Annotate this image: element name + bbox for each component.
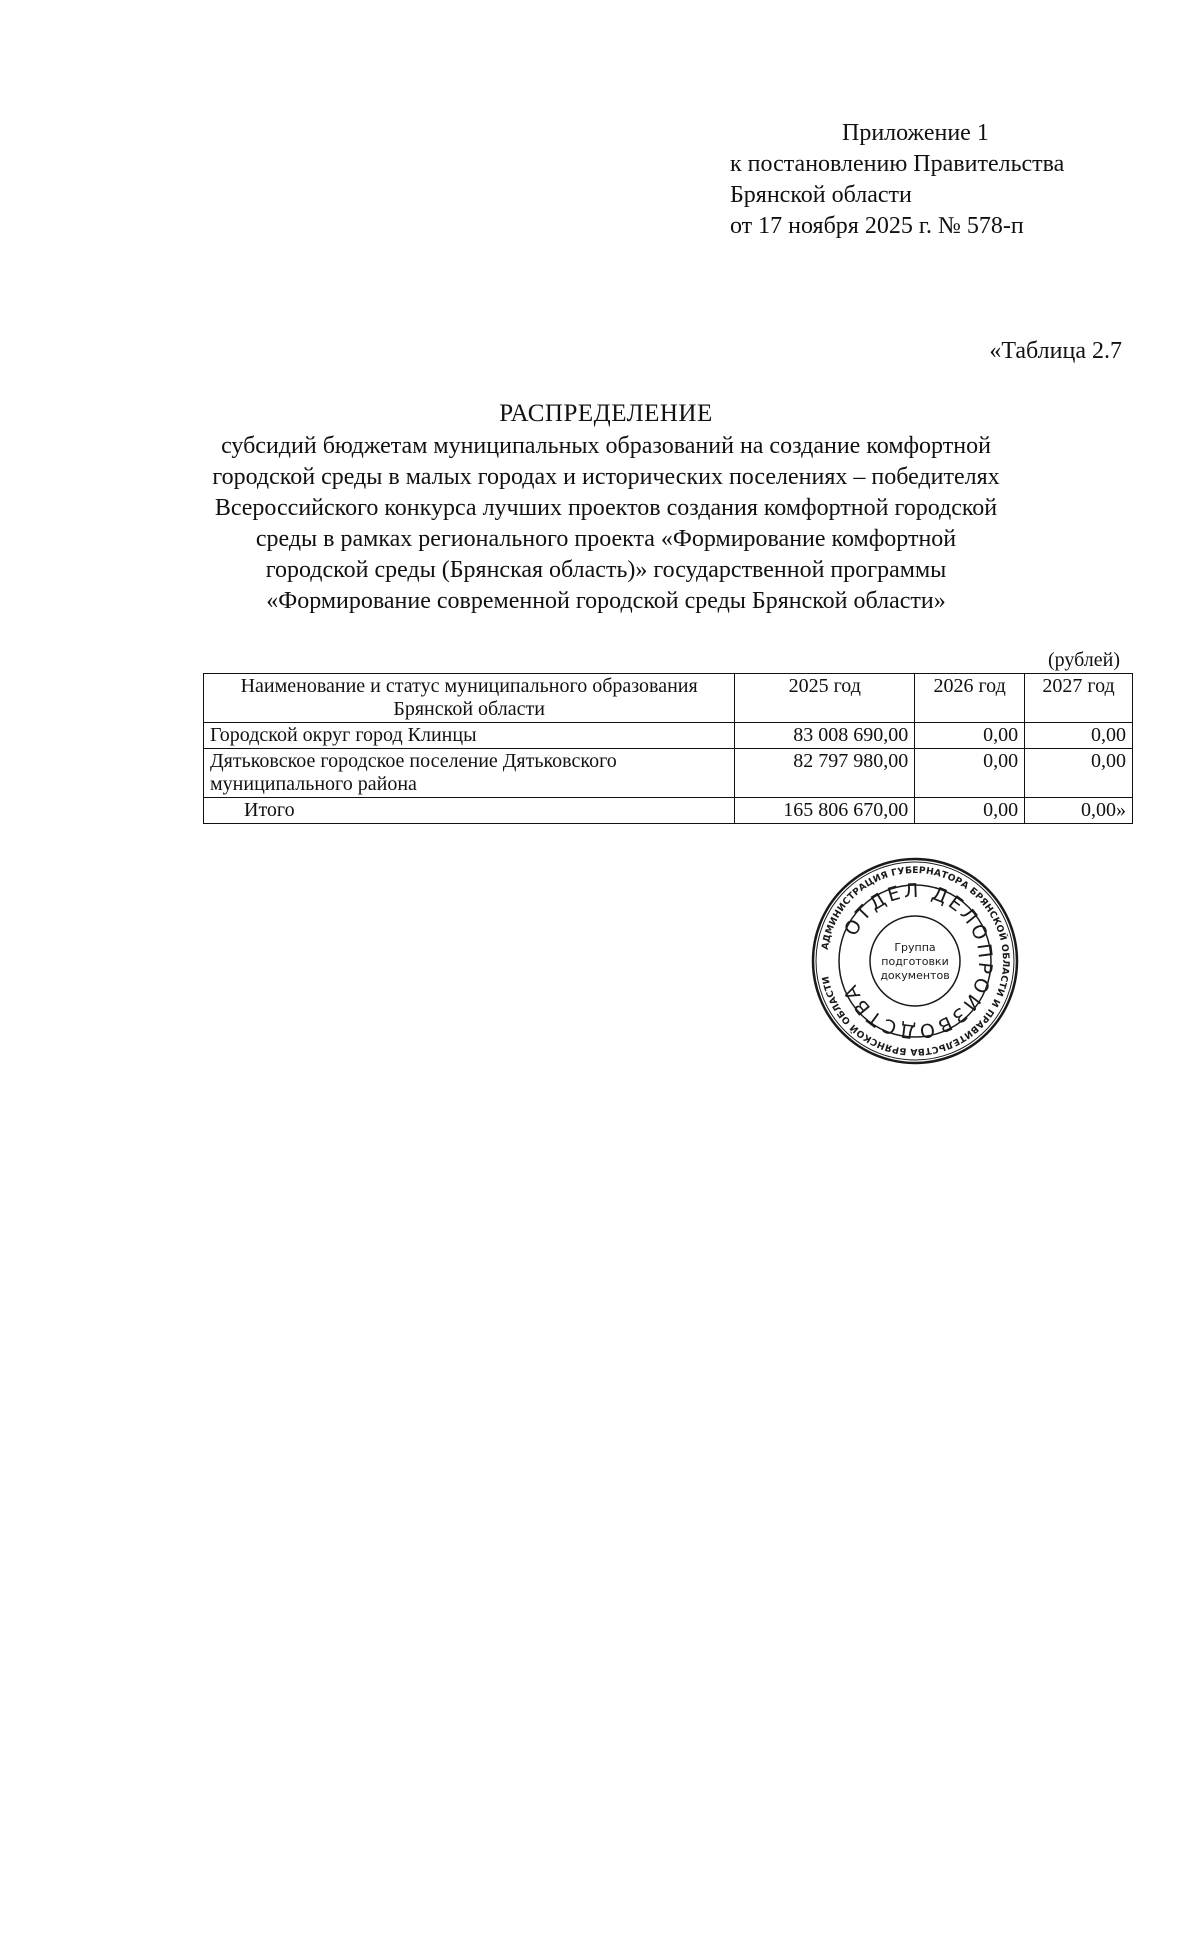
table-total-row (204, 798, 1133, 824)
annex-resolution-ref: к постановлению Правительства (730, 151, 1065, 177)
seal-center-line: документов (880, 969, 950, 982)
title-line: городской среды в малых городах и исторических поселениях – победителях (212, 464, 1000, 490)
annex-number: Приложение 1 (842, 120, 989, 146)
row-2027: 0,00 (1025, 749, 1133, 798)
row-name: Дятьковское городское поселение Дятьковского муниципального района (204, 749, 735, 798)
annex-region: Брянской области (730, 182, 912, 208)
title-line: «Формирование современной городской среды Брянской области» (266, 588, 946, 614)
title-heading: РАСПРЕДЕЛЕНИЕ (499, 400, 713, 427)
row-2025: 83 008 690,00 (735, 723, 915, 749)
seal-ring-text: ОТДЕЛ ДЕЛОПРОИЗВОДСТВА (838, 879, 997, 1043)
seal-outer-text: АДМИНИСТРАЦИЯ ГУБЕРНАТОРА БРЯНСКОЙ ОБЛАСТИ И ПРАВИТЕЛЬСТВА БРЯНСКОЙ ОБЛАСТИ (819, 864, 1012, 1058)
title-line: субсидий бюджетам муниципальных образований на создание комфортной (221, 433, 991, 459)
table-row (204, 723, 1133, 749)
header-2027: 2027 год (1025, 674, 1133, 723)
row-2027: 0,00 (1025, 723, 1133, 749)
seal-center-line: Группа (894, 941, 936, 954)
title-line: Всероссийского конкурса лучших проектов создания комфортной городской (214, 495, 998, 521)
total-label: Итого (204, 798, 735, 824)
seal-center-line: подготовки (881, 955, 949, 968)
header-2026: 2026 год (915, 674, 1025, 723)
document-title (150, 398, 1062, 617)
row-2025: 82 797 980,00 (735, 749, 915, 798)
total-2025: 165 806 670,00 (735, 798, 915, 824)
total-2026: 0,00 (915, 798, 1025, 824)
row-2026: 0,00 (915, 749, 1025, 798)
annex-header (730, 118, 1064, 242)
official-seal (810, 856, 1020, 1066)
row-2026: 0,00 (915, 723, 1025, 749)
title-line: городской среды (Брянская область)» государственной программы (265, 557, 947, 583)
table-header-row (204, 674, 1133, 723)
annex-date-number: от 17 ноября 2025 г. № 578-п (730, 213, 1024, 239)
header-2025: 2025 год (735, 674, 915, 723)
row-name: Городской округ город Клинцы (204, 723, 735, 749)
header-name: Наименование и статус муниципального образования Брянской области (204, 674, 735, 723)
table-row (204, 749, 1133, 798)
subsidy-table (203, 673, 1133, 824)
units-label: (рублей) (1047, 649, 1120, 671)
table-reference: «Таблица 2.7 (989, 338, 1122, 364)
title-line: среды в рамках регионального проекта «Формирование комфортной (255, 526, 957, 552)
total-2027: 0,00» (1025, 798, 1133, 824)
